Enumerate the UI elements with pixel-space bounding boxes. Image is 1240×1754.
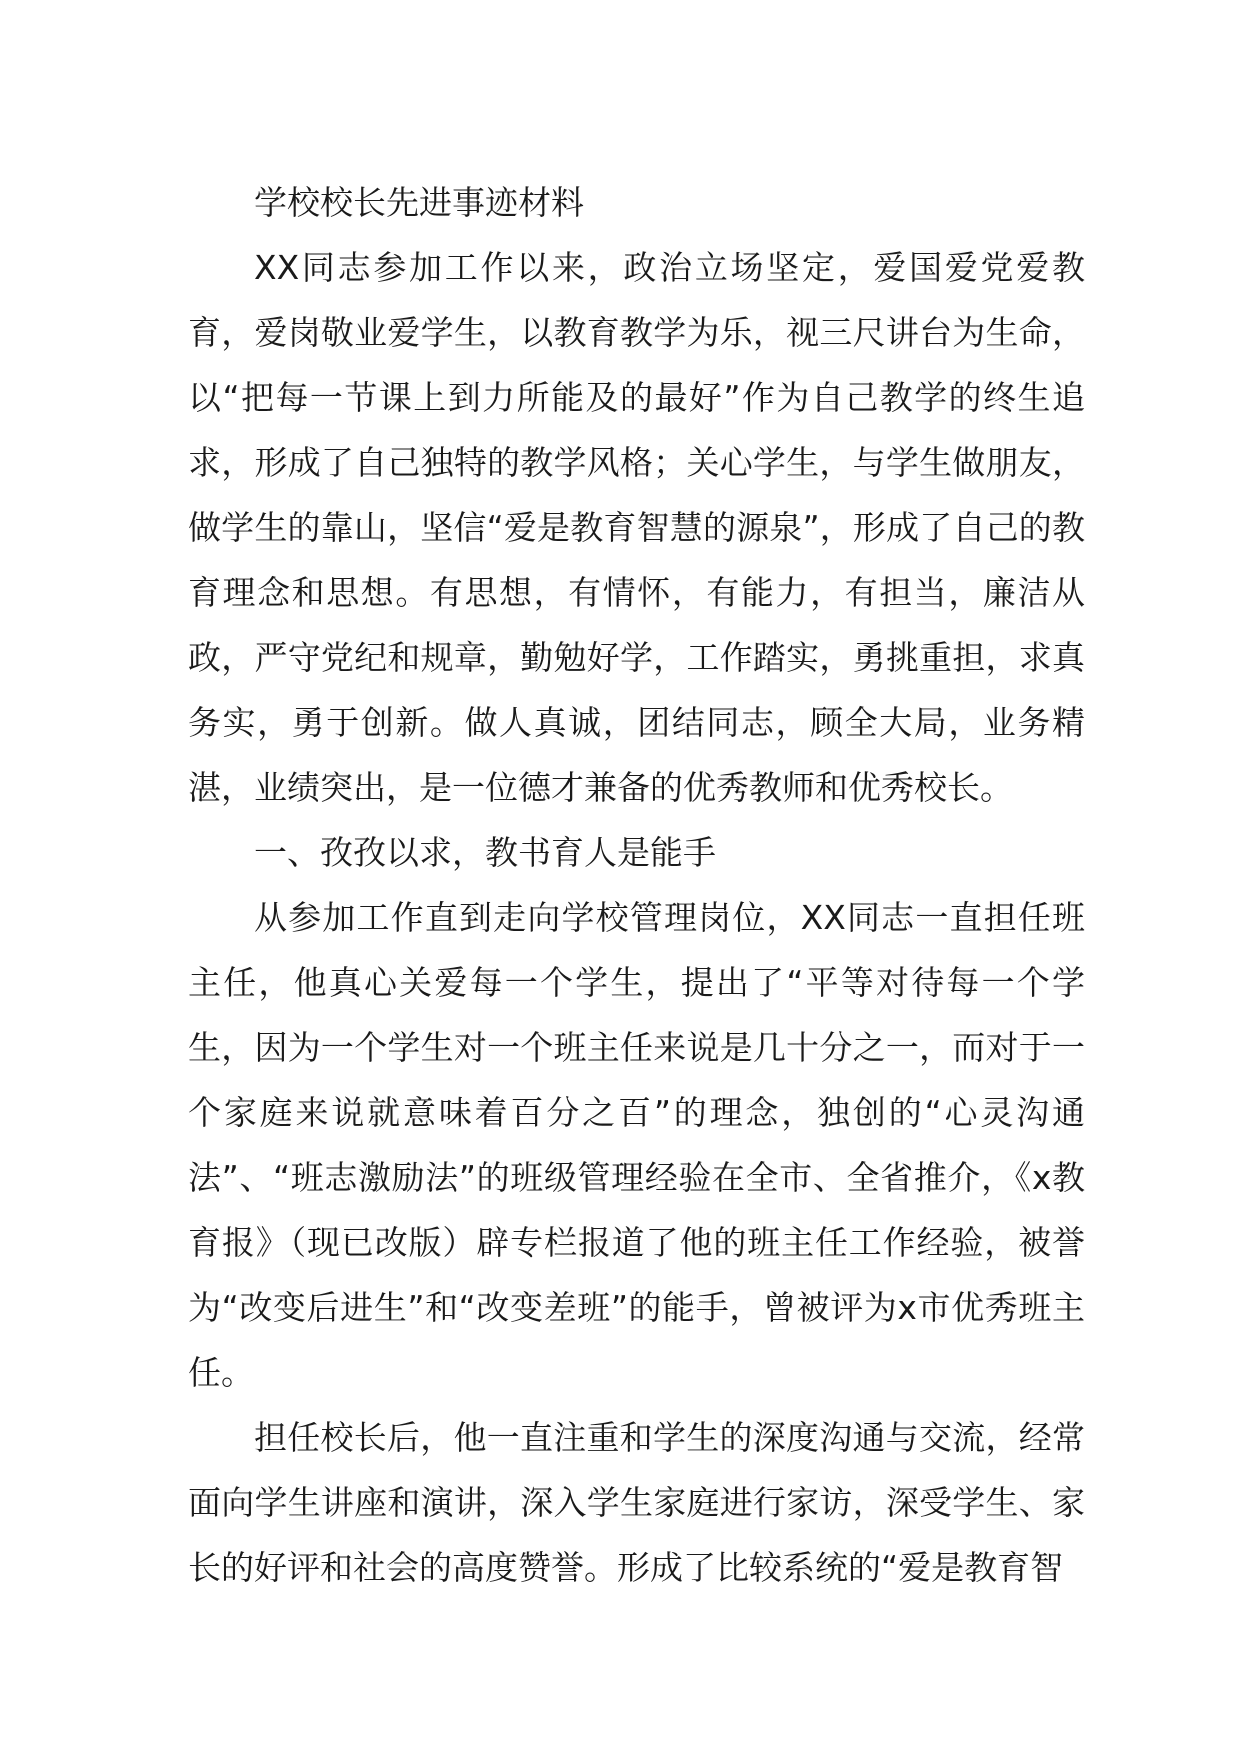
intro-paragraph: XX同志参加工作以来，政治立场坚定，爱国爱党爱教育，爱岗敬业爱学生，以教育教学为乐，视三尺讲台为生命，以“把每一节课上到力所能及的最好”作为自己教学的终生追求，形成了自己独特的教学风格；关心学生，与学生做朋友，做学生的靠山，坚信“爱是教育智慧的源泉”，形成了自己的教育理念和思想。有思想，有情怀，有能力，有担当，廉洁从政，严守党纪和规章，勤勉好学，工作踏实，勇挑重担，求真务实，勇于创新。做人真诚，团结同志，顾全大局，业务精湛，业绩突出，是一位德才兼备的优秀教师和优秀校长。	[188, 248, 1085, 807]
document-title: 学校校长先进事迹材料	[254, 183, 584, 222]
document-page	[188, 170, 1085, 1600]
section-paragraph-class-teacher: 从参加工作直到走向学校管理岗位，XX同志一直担任班主任，他真心关爱每一个学生，提出了“平等对待每一个学生，因为一个学生对一个班主任来说是几十分之一，而对于一个家庭来说就意味着百分之百”的理念，独创的“心灵沟通法”、“班志激励法”的班级管理经验在全市、全省推介，《x教育报》（现已改版）辟专栏报道了他的班主任工作经验，被誉为“改变后进生”和“改变差班”的能手，曾被评为x市优秀班主任。	[188, 898, 1085, 1392]
section-paragraph-principal: 担任校长后，他一直注重和学生的深度沟通与交流，经常面向学生讲座和演讲，深入学生家庭进行家访，深受学生、家长的好评和社会的高度赞誉。形成了比较系统的“爱是教育智	[188, 1418, 1085, 1587]
section-heading: 一、孜孜以求，教书育人是能手	[254, 833, 716, 872]
